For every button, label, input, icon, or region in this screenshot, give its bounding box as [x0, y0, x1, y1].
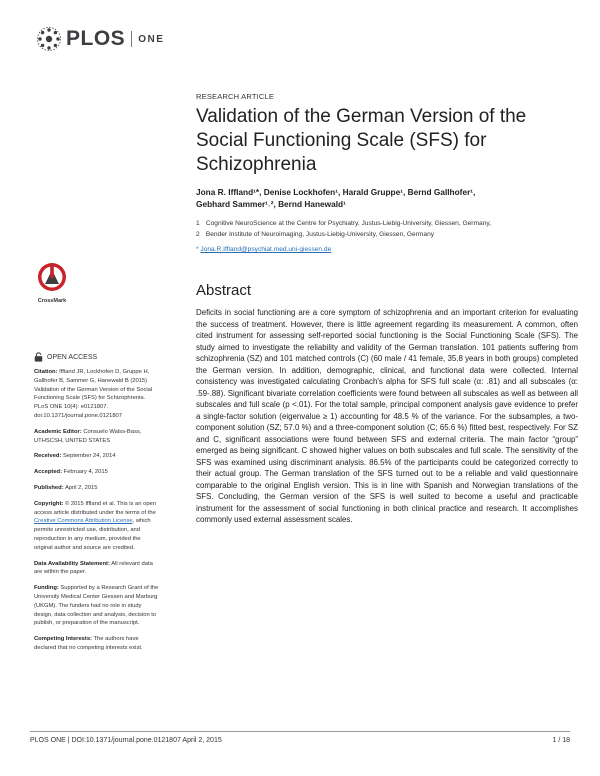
received-label: Received:	[34, 453, 62, 460]
open-access-badge	[34, 352, 97, 362]
footer-divider	[30, 731, 570, 732]
affiliations	[196, 218, 586, 240]
funding-text: Supported by a Research Grant of the University Medical Center Giessen and Marburg (UKGM). The funders had no role in study design, data collection and analysis, decision to publish, or preparation of the manuscript.	[34, 585, 159, 627]
academic-editor-label: Academic Editor:	[34, 428, 82, 435]
journal-name: ONE	[138, 33, 165, 45]
published-date	[34, 484, 160, 493]
plos-logo-icon	[36, 26, 62, 52]
author-list	[196, 186, 576, 210]
crossmark-icon	[37, 262, 67, 292]
corresponding-author	[196, 246, 331, 253]
received-date	[34, 452, 160, 461]
page-number: 1 / 18	[552, 737, 570, 744]
competing-interests-text: The authors have declared that no competing interests exist.	[34, 636, 143, 651]
competing-interests	[34, 635, 160, 653]
citation-text: Iffland JR, Lockhofen D, Gruppe H, Gallhofer B, Sammer G, Hanewald B (2015) Validation of the German Version of the Social Functioning Scale (SFS) for Schizophrenia. PLoS ONE 10(4): e0121807. doi:10.1371/journal.pone.0121807	[34, 369, 153, 419]
footer-citation: PLOS ONE | DOI:10.1371/journal.pone.0121807 April 2, 2015	[30, 737, 222, 744]
affiliation-item	[196, 229, 586, 240]
author-line: Jona R. Iffland¹*, Denise Lockhofen¹, Harald Gruppe¹, Bernd Gallhofer¹,	[196, 187, 476, 197]
citation-label: Citation:	[34, 369, 58, 375]
affiliation-number: 1	[196, 220, 200, 227]
data-availability-label: Data Availability Statement:	[34, 560, 110, 567]
citation	[34, 368, 160, 421]
data-availability-text: All relevant data are within the paper.	[34, 560, 153, 576]
corresponding-email-link[interactable]: Jona.R.Iffland@psychiat.med.uni-giessen.de	[200, 246, 332, 253]
plos-wordmark: PLOS	[66, 27, 126, 50]
affiliation-text: Cognitive NeuroScience at the Centre for Psychiatry, Justus-Liebig-University, Giessen, Germany,	[205, 220, 491, 227]
copyright-text-end: , which permits unrestricted use, distribution, and reproduction in any medium, provided the original author and source are credited.	[34, 518, 151, 551]
corresponding-star: *	[196, 246, 199, 253]
received-text: September 24, 2014	[63, 453, 116, 460]
accepted-label: Accepted:	[34, 469, 63, 476]
copyright-text: © 2015 Iffland et al. This is an open access article distributed under the terms of the	[34, 500, 157, 516]
crossmark-label: CrossMark	[37, 298, 67, 304]
crossmark-badge[interactable]	[34, 262, 70, 304]
license-link[interactable]: Creative Commons Attribution License	[34, 518, 133, 525]
abstract-heading: Abstract	[196, 282, 252, 299]
affiliation-number: 2	[196, 231, 200, 238]
affiliation-item	[196, 218, 586, 229]
plos-one-logo	[36, 26, 164, 52]
funding-label: Funding:	[34, 585, 59, 592]
copyright-label: Copyright:	[34, 500, 64, 507]
competing-interests-label: Competing Interests:	[34, 636, 92, 643]
article-type: RESEARCH ARTICLE	[196, 92, 275, 101]
accepted-date	[34, 468, 160, 477]
open-access-label: OPEN ACCESS	[47, 353, 98, 361]
article-title: Validation of the German Version of the Social Functioning Scale (SFS) for Schizophrenia	[196, 106, 527, 175]
published-text: April 2, 2015	[64, 484, 98, 491]
published-label: Published:	[34, 484, 64, 491]
copyright	[34, 500, 160, 553]
funding	[34, 584, 160, 628]
academic-editor	[34, 428, 160, 446]
logo-divider	[131, 31, 132, 47]
affiliation-text: Bender Institute of Neuroimaging, Justus-Liebig-University, Giessen, Germany	[205, 231, 435, 238]
open-lock-icon	[34, 352, 43, 362]
data-availability	[34, 560, 160, 578]
author-line: Gebhard Sammer¹˒², Bernd Hanewald¹	[196, 199, 346, 209]
abstract-text: Deficits in social functioning are a core symptom of schizophrenia and an important criterion for evaluating the success of treatment. However, there is little agreement regarding its measurement. A common, often cited instrument for assessing self-reported social functioning is the Social Functioning Scale (SFS). The study aimed to investigate the reliability and validity of the German translation. 101 patients suffering from schizophrenia (SZ) and 101 matched controls (C) (60 male / 41 female, 35.8 years in both groups) completed the German version. In addition, demographic, clinical, and functional data were collected. Internal consistency was investigated calculating Cronbach's alpha for SFS full scale (α: .81) and all subscales (α: .59-.88). Significant bivariate correlation coefficients were found between all subscales as well as between all subscales and full scale (p <.01). For the total sample, principal component analysis gave evidence to prefer a single-factor solution (eigenvalue ≥ 1) accounting for 48.5 % of the variance. For the subsamples, a two-component solution (SZ; 57.0 %) and a three-component solution (C; 65.6 %) fitted best, respectively. For SZ and C, significant associations were found between SFS and external criteria. The main factor “group” emerged as being significant. C showed higher values on both subscales and full scale. The sensitivity of the SFS was examined using discriminant analysis. 86.5% of the participants could be categorized correctly to their actual group. The German translation of the SFS turned out to be a reliable and valid questionnaire comparable to the original English version. This is in line with Spanish and Norwegian translations of the SFS. Concluding, the German version of the SFS is well suited to become a useful and practicable instrument for the assessment of social functioning in both clinical practice and research. It accomplishes commonly used external assessment scales.	[196, 308, 578, 524]
academic-editor-text: Consuelo Walss-Bass, UTHSCSH, UNITED STATES	[34, 428, 142, 444]
accepted-text: February 4, 2015	[63, 469, 108, 476]
article-info-sidebar	[34, 368, 160, 660]
